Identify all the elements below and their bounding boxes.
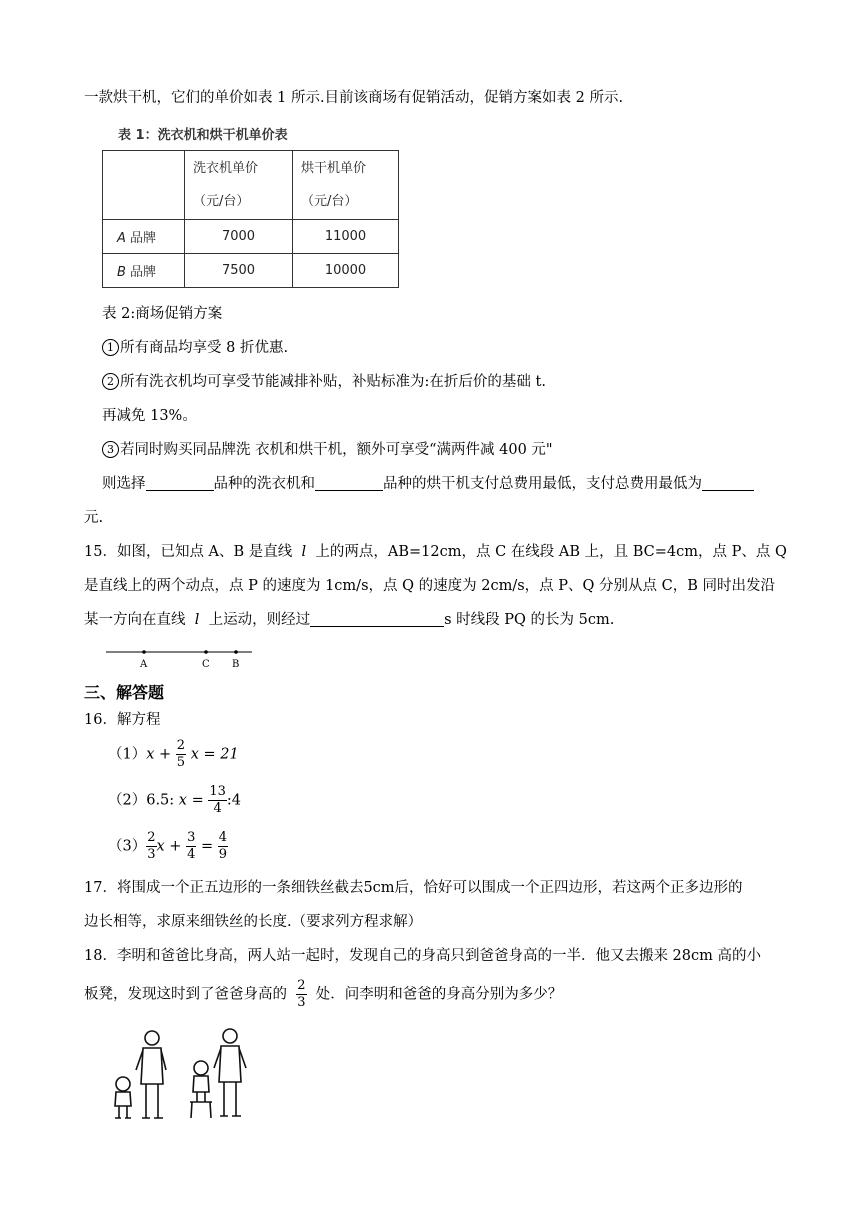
equation-2: （2）6.5: x = $\frac{13}{4}$ :4	[108, 784, 242, 816]
boy-figure-left	[115, 1077, 131, 1118]
washer-price-header: 洗衣机单价 （元/台）	[185, 151, 293, 220]
point-a	[142, 650, 146, 654]
circled-number: 3	[102, 441, 119, 458]
answer-blank[interactable]	[146, 476, 214, 491]
q17-line2: 边长相等，求原来细铁丝的长度.（要求列方程求解）	[84, 914, 423, 930]
brand-label: A 品牌	[103, 220, 185, 254]
fraction: $\frac{2}{3}$	[297, 978, 306, 1010]
fraction: $\frac{3}{4}$	[187, 830, 196, 862]
father-figure-left	[136, 1031, 166, 1118]
table-row	[103, 220, 399, 254]
label-c: C	[202, 659, 210, 670]
label-b: B	[232, 659, 240, 670]
father-son-illustration	[106, 1024, 256, 1124]
circled-number: 2	[102, 373, 119, 390]
equation-3: （3） $\frac{2}{3}$ x + $\frac{3}{4}$ = $\frac{4}{9}$	[108, 830, 227, 862]
dryer-price: 10000	[293, 254, 399, 288]
price-table	[102, 150, 399, 288]
q17-line1: 17．将围成一个正五边形的一条细铁丝截去5cm后，恰好可以围成一个正四边形，若这两个正多边形的	[84, 880, 743, 896]
q18-line2: 板凳，发现这时到了爸爸身高的 $\frac{2}{3}$ 处．问李明和爸爸的身高分别为多少？	[84, 978, 563, 1010]
promo-item-2: 2 所有洗衣机均可享受节能减排补贴，补贴标准为:在折后价的基础 t.	[102, 372, 546, 392]
answer-blank[interactable]	[702, 476, 754, 491]
line-segment-figure	[100, 644, 260, 670]
father-figure-right	[214, 1029, 246, 1116]
q15-line3: 某一方向在直线 l 上运动，则经过 s 时线段 PQ 的长为 5cm.	[84, 612, 615, 628]
q18-line1: 18．李明和爸爸比身高，两人站一起时，发现自己的身高只到爸爸身高的一半．他又去搬来 28cm 高的小	[84, 948, 761, 964]
table-row	[103, 254, 399, 288]
promo-item-1: 1 所有商品均享受 8 折优惠.	[102, 338, 288, 358]
brand-label: B 品牌	[103, 254, 185, 288]
washer-price: 7500	[185, 254, 293, 288]
fraction: $\frac{13}{4}$	[209, 784, 226, 816]
boy-on-stool-figure	[190, 1061, 212, 1118]
point-b	[234, 650, 238, 654]
point-c	[204, 650, 208, 654]
fraction: $\frac{2}{3}$	[147, 830, 156, 862]
q16-title: 16．解方程	[84, 712, 161, 728]
washer-price: 7000	[185, 220, 293, 254]
table-corner-cell	[103, 151, 185, 220]
q14-unit: 元.	[84, 510, 104, 526]
equation-1: （1）x + $\frac{2}{5}$ x = 21	[108, 738, 239, 770]
table-header-row	[103, 151, 399, 220]
answer-blank[interactable]	[310, 612, 444, 627]
q14-question: 则选择 品种的洗衣机和 品种的烘干机支付总费用最低，支付总费用最低为	[102, 474, 754, 494]
table1-caption: 表 1：洗衣机和烘干机单价表	[118, 128, 288, 143]
q15-line2: 是直线上的两个动点，点 P 的速度为 1cm/s，点 Q 的速度为 2cm/s，点 P、Q 分别从点 C，B 同时出发沿	[84, 578, 775, 594]
answer-blank[interactable]	[315, 476, 383, 491]
table2-title: 表 2:商场促销方案	[102, 306, 223, 322]
promo-item-3: 3 若同时购买同品牌洗 衣机和烘干机，额外可享受“满两件减 400 元"	[102, 440, 553, 460]
dryer-price-header: 烘干机单价 （元/台）	[293, 151, 399, 220]
label-a: A	[140, 659, 148, 670]
section-heading: 三、解答题	[84, 683, 165, 702]
promo-item-2-cont: 再减免 13%。	[102, 408, 197, 424]
circled-number: 1	[102, 339, 119, 356]
q15-line1: 15．如图，已知点 A、B 是直线 l 上的两点，AB=12cm，点 C 在线段 AB 上，且 BC=4cm，点 P、点 Q	[84, 544, 787, 560]
fraction: $\frac{4}{9}$	[218, 830, 227, 862]
fraction: $\frac{2}{5}$	[176, 738, 186, 770]
intro-text: 一款烘干机，它们的单价如表 1 所示.目前该商场有促销活动，促销方案如表 2 所示.	[84, 90, 624, 106]
dryer-price: 11000	[293, 220, 399, 254]
